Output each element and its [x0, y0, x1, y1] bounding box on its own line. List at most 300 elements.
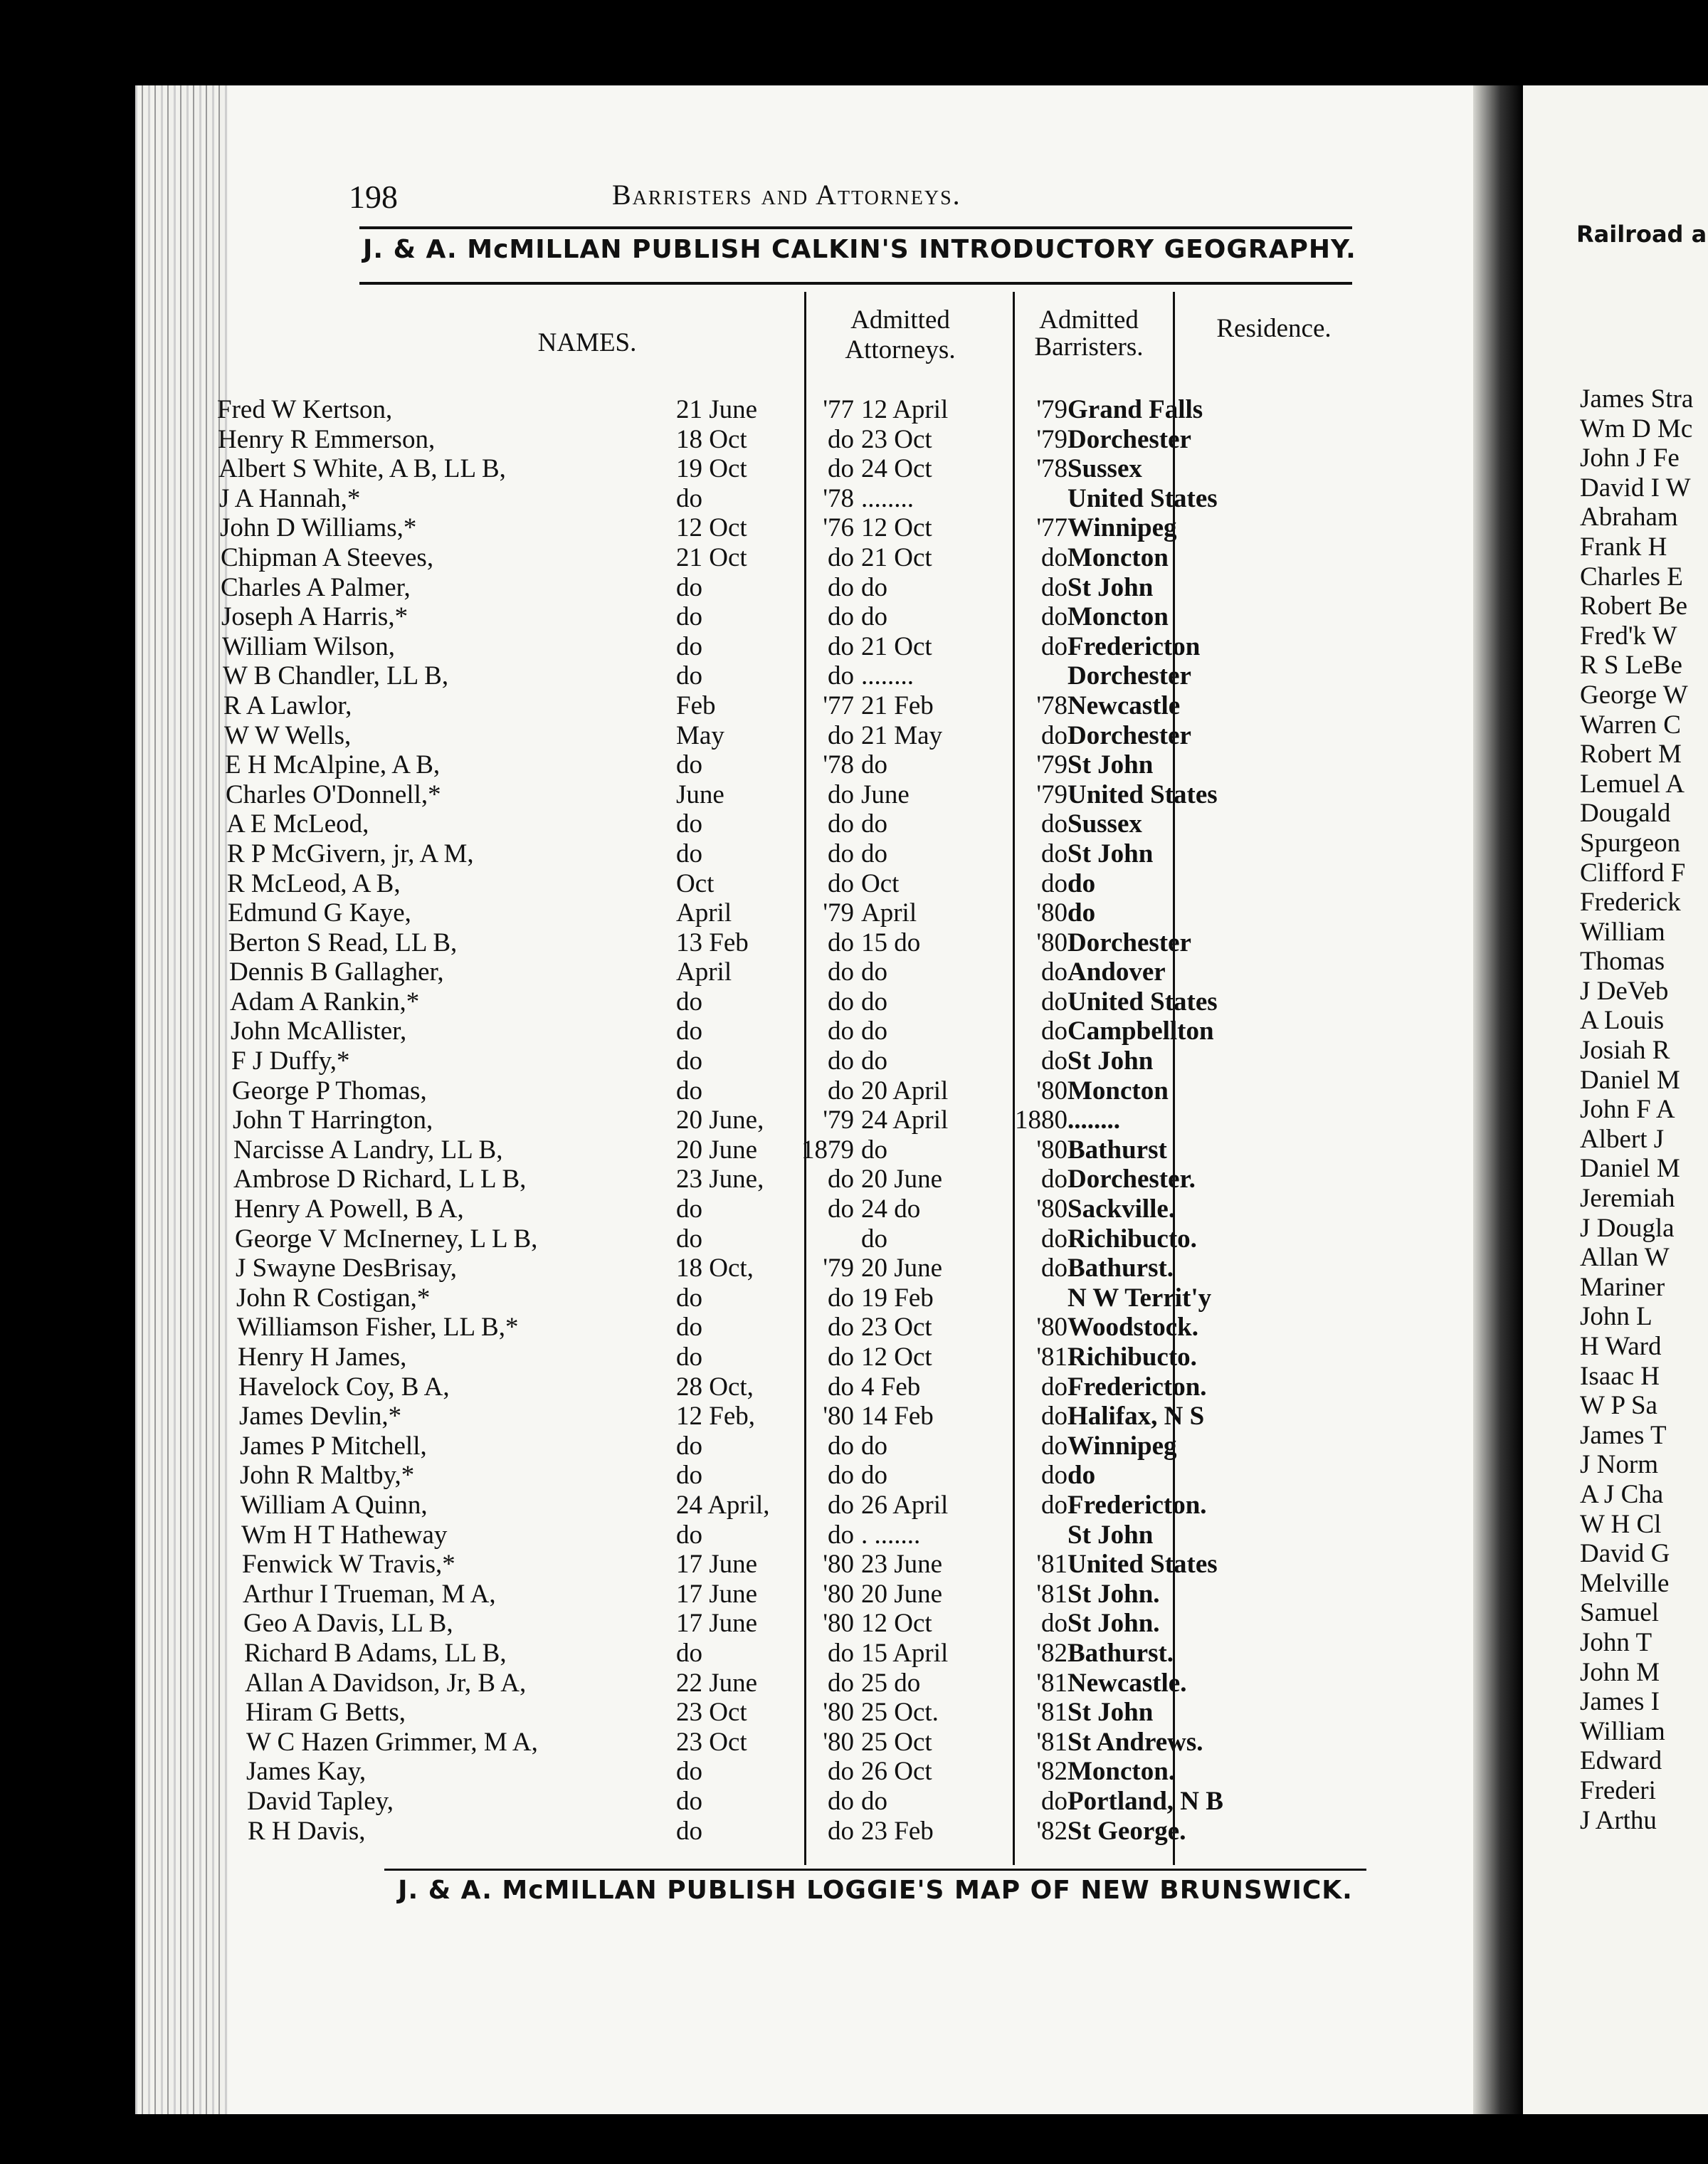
cell-attorney-date: do [676, 483, 702, 513]
cell-name: W B Chandler, LL B, [223, 661, 449, 691]
cell-barrister-date: Oct [861, 868, 900, 898]
table-row [0, 1046, 1338, 1076]
cell-barrister-date: 23 June [861, 1550, 943, 1580]
cell-barrister-year: '80 [1036, 1135, 1068, 1165]
cell-attorney-date: do [676, 1194, 702, 1224]
cell-barrister-year: do [1041, 1431, 1068, 1461]
cell-name: Geo A Davis, LL B, [243, 1609, 453, 1639]
cell-attorney-date: do [676, 1638, 702, 1668]
cell-attorney-year: '80 [823, 1579, 854, 1609]
running-title: Barristers and Attorneys. [612, 179, 961, 211]
cell-barrister-date: do [861, 1461, 887, 1491]
cell-barrister-year: do [1041, 1046, 1068, 1076]
cell-name: John R Costigan,* [236, 1283, 431, 1313]
cell-name: Chipman A Steeves, [221, 542, 434, 572]
table-row [0, 928, 1338, 958]
cell-barrister-year: do [1041, 1224, 1068, 1254]
table-row [0, 809, 1338, 839]
cell-barrister-year: '78 [1036, 690, 1068, 720]
cell-attorney-date: 20 June, [676, 1105, 764, 1135]
cell-attorney-year: do [828, 1520, 854, 1550]
table-row [0, 1728, 1338, 1758]
cell-residence: Fredericton [1068, 631, 1201, 661]
facing-page-name: John J Fe [1580, 443, 1680, 473]
cell-attorney-date: 20 June [676, 1135, 758, 1165]
cell-attorney-date: 23 June, [676, 1165, 764, 1194]
cell-residence: St John. [1068, 1579, 1160, 1609]
cell-residence: Richibucto. [1068, 1343, 1197, 1372]
cell-barrister-date: 25 Oct. [861, 1698, 939, 1728]
cell-attorney-date: April [676, 957, 732, 987]
facing-page-name: John L [1580, 1302, 1652, 1332]
cell-attorney-date: do [676, 1520, 702, 1550]
cell-barrister-date: do [861, 1017, 887, 1046]
cell-barrister-year: do [1041, 868, 1068, 898]
book-gutter [1473, 85, 1523, 2114]
cell-residence: do [1068, 898, 1096, 928]
cell-attorney-year: do [828, 1165, 854, 1194]
facing-page-name: Isaac H [1580, 1361, 1660, 1391]
table-row [0, 543, 1338, 573]
facing-page-name: Robert M [1580, 740, 1682, 770]
facing-page-name: Clifford F [1580, 858, 1686, 888]
cell-barrister-date: 25 Oct [861, 1727, 932, 1757]
cell-attorney-year: do [828, 720, 854, 750]
cell-residence: Newcastle. [1068, 1668, 1187, 1698]
facing-page-name: John T [1580, 1627, 1652, 1657]
table-row [0, 395, 1338, 425]
cell-name: Williamson Fisher, LL B,* [237, 1313, 519, 1343]
cell-attorney-date: do [676, 839, 702, 868]
facing-page-name: John M [1580, 1657, 1660, 1687]
facing-page-name: Josiah R [1580, 1036, 1670, 1066]
facing-page-name: A Louis [1580, 1006, 1665, 1036]
facing-page-name: William [1580, 1716, 1665, 1746]
cell-residence: St John [1068, 572, 1154, 602]
cell-attorney-year: do [828, 1194, 854, 1224]
cell-name: Henry R Emmerson, [218, 424, 436, 454]
facing-page-name: David G [1580, 1539, 1670, 1569]
cell-name: J A Hannah,* [219, 483, 361, 513]
cell-attorney-year: '77 [823, 690, 854, 720]
facing-page-name: Charles E [1580, 562, 1683, 592]
cell-barrister-date: June [861, 779, 910, 809]
table-row [0, 1194, 1338, 1224]
facing-page-name: Melville [1580, 1568, 1670, 1598]
cell-name: David Tapley, [247, 1786, 394, 1816]
cell-name: Adam A Rankin,* [230, 987, 420, 1017]
cell-name: James Devlin,* [239, 1402, 402, 1432]
facing-page-name: J Norm [1580, 1450, 1658, 1480]
facing-page-name: Jeremiah [1580, 1184, 1675, 1214]
cell-name: Henry A Powell, B A, [234, 1194, 464, 1224]
cell-name: F J Duffy,* [231, 1046, 350, 1076]
cell-residence: St John [1068, 1520, 1154, 1550]
advert-banner-top: J. & A. McMILLAN PUBLISH CALKIN'S INTRODUCTORY GEOGRAPHY. [363, 235, 1356, 264]
table-row [0, 780, 1338, 810]
cell-attorney-year: do [828, 1490, 854, 1520]
cell-attorney-year: 1879 [801, 1135, 854, 1165]
cell-residence: Dorchester [1068, 661, 1191, 691]
cell-barrister-year: do [1041, 987, 1068, 1017]
facing-page-name: Thomas [1580, 947, 1665, 977]
cell-name: James P Mitchell, [240, 1431, 427, 1461]
cell-name: Havelock Coy, B A, [238, 1372, 450, 1402]
cell-barrister-date: do [861, 1046, 887, 1076]
cell-name: George P Thomas, [232, 1076, 427, 1105]
cell-attorney-date: 28 Oct, [676, 1372, 754, 1402]
table-row [0, 869, 1338, 899]
table-row [0, 1639, 1338, 1669]
cell-barrister-year: '81 [1036, 1343, 1068, 1372]
facing-page-names [1580, 384, 1693, 1835]
table-row [0, 1432, 1338, 1461]
table-row [0, 1105, 1338, 1135]
cell-attorney-date: Oct [676, 868, 715, 898]
cell-name: John McAllister, [231, 1017, 407, 1046]
cell-name: Arthur I Trueman, M A, [243, 1579, 496, 1609]
cell-attorney-date: 18 Oct [676, 424, 747, 454]
cell-residence: Moncton [1068, 1076, 1169, 1105]
cell-attorney-date: do [676, 1343, 702, 1372]
table-row [0, 1135, 1338, 1165]
cell-barrister-date: 24 April [861, 1105, 949, 1135]
facing-page-name: James Stra [1580, 384, 1694, 414]
cell-attorney-year: do [828, 661, 854, 691]
cell-attorney-date: 18 Oct, [676, 1254, 754, 1283]
facing-page-name: Daniel M [1580, 1154, 1680, 1184]
cell-barrister-year: do [1041, 839, 1068, 868]
cell-barrister-date: 26 Oct [861, 1757, 932, 1787]
cell-attorney-date: 17 June [676, 1550, 758, 1580]
cell-attorney-year: do [828, 542, 854, 572]
cell-residence: St John [1068, 1046, 1154, 1076]
cell-barrister-year: '81 [1036, 1668, 1068, 1698]
facing-page-name: J Dougla [1580, 1213, 1675, 1243]
table-row [0, 1254, 1338, 1283]
cell-residence: United States [1068, 987, 1218, 1017]
cell-residence: Halifax, N S [1068, 1402, 1205, 1432]
cell-barrister-year: '81 [1036, 1579, 1068, 1609]
cell-name: A E McLeod, [226, 809, 369, 839]
cell-barrister-date: 21 May [861, 720, 943, 750]
cell-name: Hiram G Betts, [246, 1698, 406, 1728]
cell-residence: St John. [1068, 1609, 1160, 1639]
cell-attorney-date: 23 Oct [676, 1698, 747, 1728]
cell-name: James Kay, [246, 1757, 367, 1787]
cell-attorney-date: June [676, 779, 724, 809]
cell-name: Richard B Adams, LL B, [244, 1638, 507, 1668]
cell-attorney-year: '78 [823, 750, 854, 780]
cell-barrister-date: do [861, 750, 887, 780]
table-row [0, 1372, 1338, 1402]
facing-page-name: Robert Be [1580, 592, 1688, 621]
facing-page-name: James T [1580, 1420, 1667, 1450]
facing-page-name: Edward [1580, 1746, 1662, 1776]
col-head-attorneys-line1: Admitted [850, 305, 950, 335]
facing-page-name: James I [1580, 1687, 1660, 1717]
facing-page-name: David I W [1580, 473, 1691, 503]
cell-attorney-year: do [828, 1431, 854, 1461]
cell-attorney-date: do [676, 602, 702, 632]
cell-name: John D Williams,* [220, 513, 417, 543]
cell-barrister-date: 24 Oct [861, 454, 932, 484]
facing-page-name: John F A [1580, 1095, 1675, 1125]
advert-banner-bottom: J. & A. McMILLAN PUBLISH LOGGIE'S MAP OF NEW BRUNSWICK. [398, 1876, 1353, 1905]
cell-barrister-year: '81 [1036, 1727, 1068, 1757]
cell-barrister-year: '81 [1036, 1550, 1068, 1580]
cell-attorney-date: do [676, 1786, 702, 1816]
cell-attorney-year: do [828, 1668, 854, 1698]
cell-attorney-date: do [676, 1431, 702, 1461]
table-row [0, 1461, 1338, 1491]
cell-barrister-date: do [861, 1135, 887, 1165]
cell-barrister-date: 20 June [861, 1165, 943, 1194]
cell-residence: St John [1068, 1698, 1154, 1728]
facing-page-name: Warren C [1580, 710, 1681, 740]
cell-barrister-date: . ....... [861, 1520, 921, 1550]
cell-barrister-date: 15 April [861, 1638, 949, 1668]
cell-attorney-year: do [828, 839, 854, 868]
cell-residence: Campbellton [1068, 1017, 1214, 1046]
cell-barrister-year: do [1041, 1609, 1068, 1639]
cell-barrister-date: 12 Oct [861, 513, 932, 543]
cell-barrister-date: 20 June [861, 1254, 943, 1283]
cell-name: William Wilson, [222, 631, 395, 661]
cell-attorney-date: 21 June [676, 395, 758, 424]
cell-barrister-date: do [861, 839, 887, 868]
cell-barrister-date: do [861, 987, 887, 1017]
cell-attorney-year: do [828, 987, 854, 1017]
cell-attorney-date: do [676, 750, 702, 780]
facing-page-name: Daniel M [1580, 1065, 1680, 1095]
table-row [0, 1757, 1338, 1787]
cell-attorney-year: '78 [823, 483, 854, 513]
facing-page [1523, 85, 1708, 2114]
page-number: 198 [349, 179, 398, 215]
cell-name: R P McGivern, jr, A M, [227, 839, 474, 868]
cell-name: Fred W Kertson, [217, 395, 393, 424]
cell-attorney-date: 19 Oct [676, 454, 747, 484]
facing-page-name: Dougald [1580, 799, 1671, 829]
col-head-barristers-line1: Admitted [1039, 305, 1139, 335]
cell-barrister-date: ........ [861, 483, 914, 513]
cell-barrister-date: 23 Oct [861, 424, 932, 454]
cell-residence: Fredericton. [1068, 1490, 1207, 1520]
table-row [0, 1402, 1338, 1432]
cell-residence: Winnipeg [1068, 1431, 1177, 1461]
facing-page-name: J Arthu [1580, 1805, 1657, 1835]
cell-residence: do [1068, 1461, 1096, 1491]
cell-attorney-date: 24 April, [676, 1490, 770, 1520]
cell-attorney-date: do [676, 1076, 702, 1105]
cell-barrister-year: do [1041, 572, 1068, 602]
cell-residence: Bathurst [1068, 1135, 1167, 1165]
cell-barrister-date: 23 Oct [861, 1313, 932, 1343]
cell-barrister-date: ........ [861, 661, 914, 691]
cell-attorney-date: do [676, 1816, 702, 1846]
table-row [0, 1224, 1338, 1254]
cell-attorney-date: 22 June [676, 1668, 758, 1698]
col-head-residence: Residence. [1216, 314, 1332, 343]
table-row [0, 1017, 1338, 1046]
cell-name: John R Maltby,* [240, 1461, 415, 1491]
facing-page-name: Wm D Mc [1580, 414, 1693, 443]
col-head-barristers-line2: Barristers. [1034, 332, 1144, 362]
facing-page-name: W H Cl [1580, 1509, 1662, 1539]
table-row [0, 513, 1338, 543]
facing-page-name: Samuel [1580, 1598, 1659, 1628]
facing-page-name: Frederi [1580, 1775, 1656, 1805]
table-row [0, 1580, 1338, 1609]
cell-barrister-date: do [861, 809, 887, 839]
table-row [0, 987, 1338, 1017]
cell-name: Ambrose D Richard, L L B, [233, 1165, 527, 1194]
cell-attorney-year: '79 [823, 898, 854, 928]
cell-barrister-date: April [861, 898, 917, 928]
cell-attorney-year: do [828, 1313, 854, 1343]
table-row [0, 1491, 1338, 1520]
cell-attorney-date: 21 Oct [676, 542, 747, 572]
cell-barrister-date: 19 Feb [861, 1283, 934, 1313]
cell-attorney-year: '79 [823, 1254, 854, 1283]
cell-name: George V McInerney, L L B, [235, 1224, 538, 1254]
cell-name: Allan A Davidson, Jr, B A, [245, 1668, 527, 1698]
cell-attorney-date: do [676, 809, 702, 839]
cell-attorney-date: do [676, 631, 702, 661]
cell-attorney-year: do [828, 602, 854, 632]
cell-barrister-year: '79 [1036, 395, 1068, 424]
cell-residence: Grand Falls [1068, 395, 1203, 424]
cell-barrister-year: '82 [1036, 1638, 1068, 1668]
banner-rule [359, 282, 1352, 285]
cell-residence: Dorchester [1068, 424, 1191, 454]
cell-barrister-date: do [861, 1431, 887, 1461]
cell-barrister-date: 20 June [861, 1579, 943, 1609]
cell-attorney-date: do [676, 1224, 702, 1254]
facing-page-name: Spurgeon [1580, 828, 1681, 858]
cell-residence: Richibucto. [1068, 1224, 1197, 1254]
cell-attorney-year: '79 [823, 1105, 854, 1135]
cell-residence: Bathurst. [1068, 1254, 1174, 1283]
cell-barrister-year: do [1041, 809, 1068, 839]
cell-residence: St John [1068, 839, 1154, 868]
cell-barrister-year: do [1041, 1165, 1068, 1194]
cell-barrister-date: 20 April [861, 1076, 949, 1105]
col-head-attorneys-line2: Attorneys. [845, 335, 956, 364]
cell-attorney-date: do [676, 1283, 702, 1313]
cell-attorney-year: do [828, 779, 854, 809]
table-row [0, 1550, 1338, 1580]
cell-attorney-year: '80 [823, 1609, 854, 1639]
cell-residence: do [1068, 868, 1096, 898]
cell-attorney-date: 17 June [676, 1609, 758, 1639]
cell-attorney-year: '80 [823, 1727, 854, 1757]
table-row [0, 1669, 1338, 1698]
cell-attorney-date: 23 Oct [676, 1727, 747, 1757]
cell-residence: United States [1068, 779, 1218, 809]
table-row [0, 602, 1338, 632]
cell-attorney-year: do [828, 1017, 854, 1046]
cell-name: Fenwick W Travis,* [242, 1550, 455, 1580]
cell-residence: Moncton. [1068, 1757, 1176, 1787]
cell-barrister-date: 14 Feb [861, 1402, 934, 1432]
cell-barrister-year: do [1041, 542, 1068, 572]
cell-barrister-date: do [861, 1786, 887, 1816]
facing-page-name: William [1580, 917, 1665, 947]
cell-attorney-date: May [676, 720, 724, 750]
facing-page-name: J DeVeb [1580, 976, 1669, 1006]
cell-barrister-date: 21 Feb [861, 690, 934, 720]
cell-barrister-year: '82 [1036, 1757, 1068, 1787]
cell-residence: Newcastle [1068, 690, 1181, 720]
cell-attorney-year: do [828, 572, 854, 602]
cell-attorney-date: do [676, 1461, 702, 1491]
cell-residence: Bathurst. [1068, 1638, 1174, 1668]
cell-attorney-year: '80 [823, 1550, 854, 1580]
cell-attorney-date: do [676, 1046, 702, 1076]
facing-page-name: Albert J [1580, 1124, 1665, 1154]
cell-attorney-year: do [828, 1372, 854, 1402]
cell-residence: Sussex [1068, 809, 1142, 839]
cell-barrister-date: 23 Feb [861, 1816, 934, 1846]
cell-attorney-year: do [828, 868, 854, 898]
cell-barrister-year: do [1041, 1254, 1068, 1283]
cell-barrister-date: do [861, 1224, 887, 1254]
cell-barrister-date: 4 Feb [861, 1372, 921, 1402]
cell-attorney-date: do [676, 572, 702, 602]
col-head-names: NAMES. [537, 328, 637, 357]
cell-name: J Swayne DesBrisay, [236, 1254, 458, 1283]
cell-name: Joseph A Harris,* [221, 602, 408, 632]
cell-name: E H McAlpine, A B, [225, 750, 441, 780]
cell-barrister-year: do [1041, 1786, 1068, 1816]
cell-barrister-date: do [861, 957, 887, 987]
cell-residence: Winnipeg [1068, 513, 1177, 543]
facing-page-name: H Ward [1580, 1332, 1662, 1361]
cell-barrister-year: '79 [1036, 750, 1068, 780]
table-row [0, 425, 1338, 455]
cell-barrister-year: '78 [1036, 454, 1068, 484]
cell-name: R H Davis, [248, 1816, 366, 1846]
cell-barrister-year: '80 [1036, 1076, 1068, 1105]
cell-residence: Moncton [1068, 602, 1169, 632]
cell-barrister-year: '80 [1036, 1313, 1068, 1343]
table-row [0, 1787, 1338, 1817]
cell-attorney-date: do [676, 1017, 702, 1046]
cell-attorney-year: do [828, 424, 854, 454]
cell-barrister-date: 21 Oct [861, 631, 932, 661]
cell-attorney-date: do [676, 1757, 702, 1787]
cell-barrister-date: 12 Oct [861, 1609, 932, 1639]
cell-name: Dennis B Gallagher, [229, 957, 444, 987]
cell-attorney-year: do [828, 957, 854, 987]
cell-attorney-year: '77 [823, 395, 854, 424]
cell-barrister-year: '80 [1036, 898, 1068, 928]
cell-barrister-year: '79 [1036, 779, 1068, 809]
bottom-rule [384, 1869, 1366, 1871]
table-row [0, 721, 1338, 751]
cell-residence: Sussex [1068, 454, 1142, 484]
cell-name: W C Hazen Grimmer, M A, [246, 1727, 538, 1757]
cell-barrister-year: '80 [1036, 1194, 1068, 1224]
cell-residence: St George. [1068, 1816, 1186, 1846]
cell-name: William A Quinn, [241, 1490, 428, 1520]
cell-barrister-date: do [861, 572, 887, 602]
table-row [0, 1076, 1338, 1106]
cell-name: Berton S Read, LL B, [228, 928, 458, 957]
table-row [0, 661, 1338, 691]
